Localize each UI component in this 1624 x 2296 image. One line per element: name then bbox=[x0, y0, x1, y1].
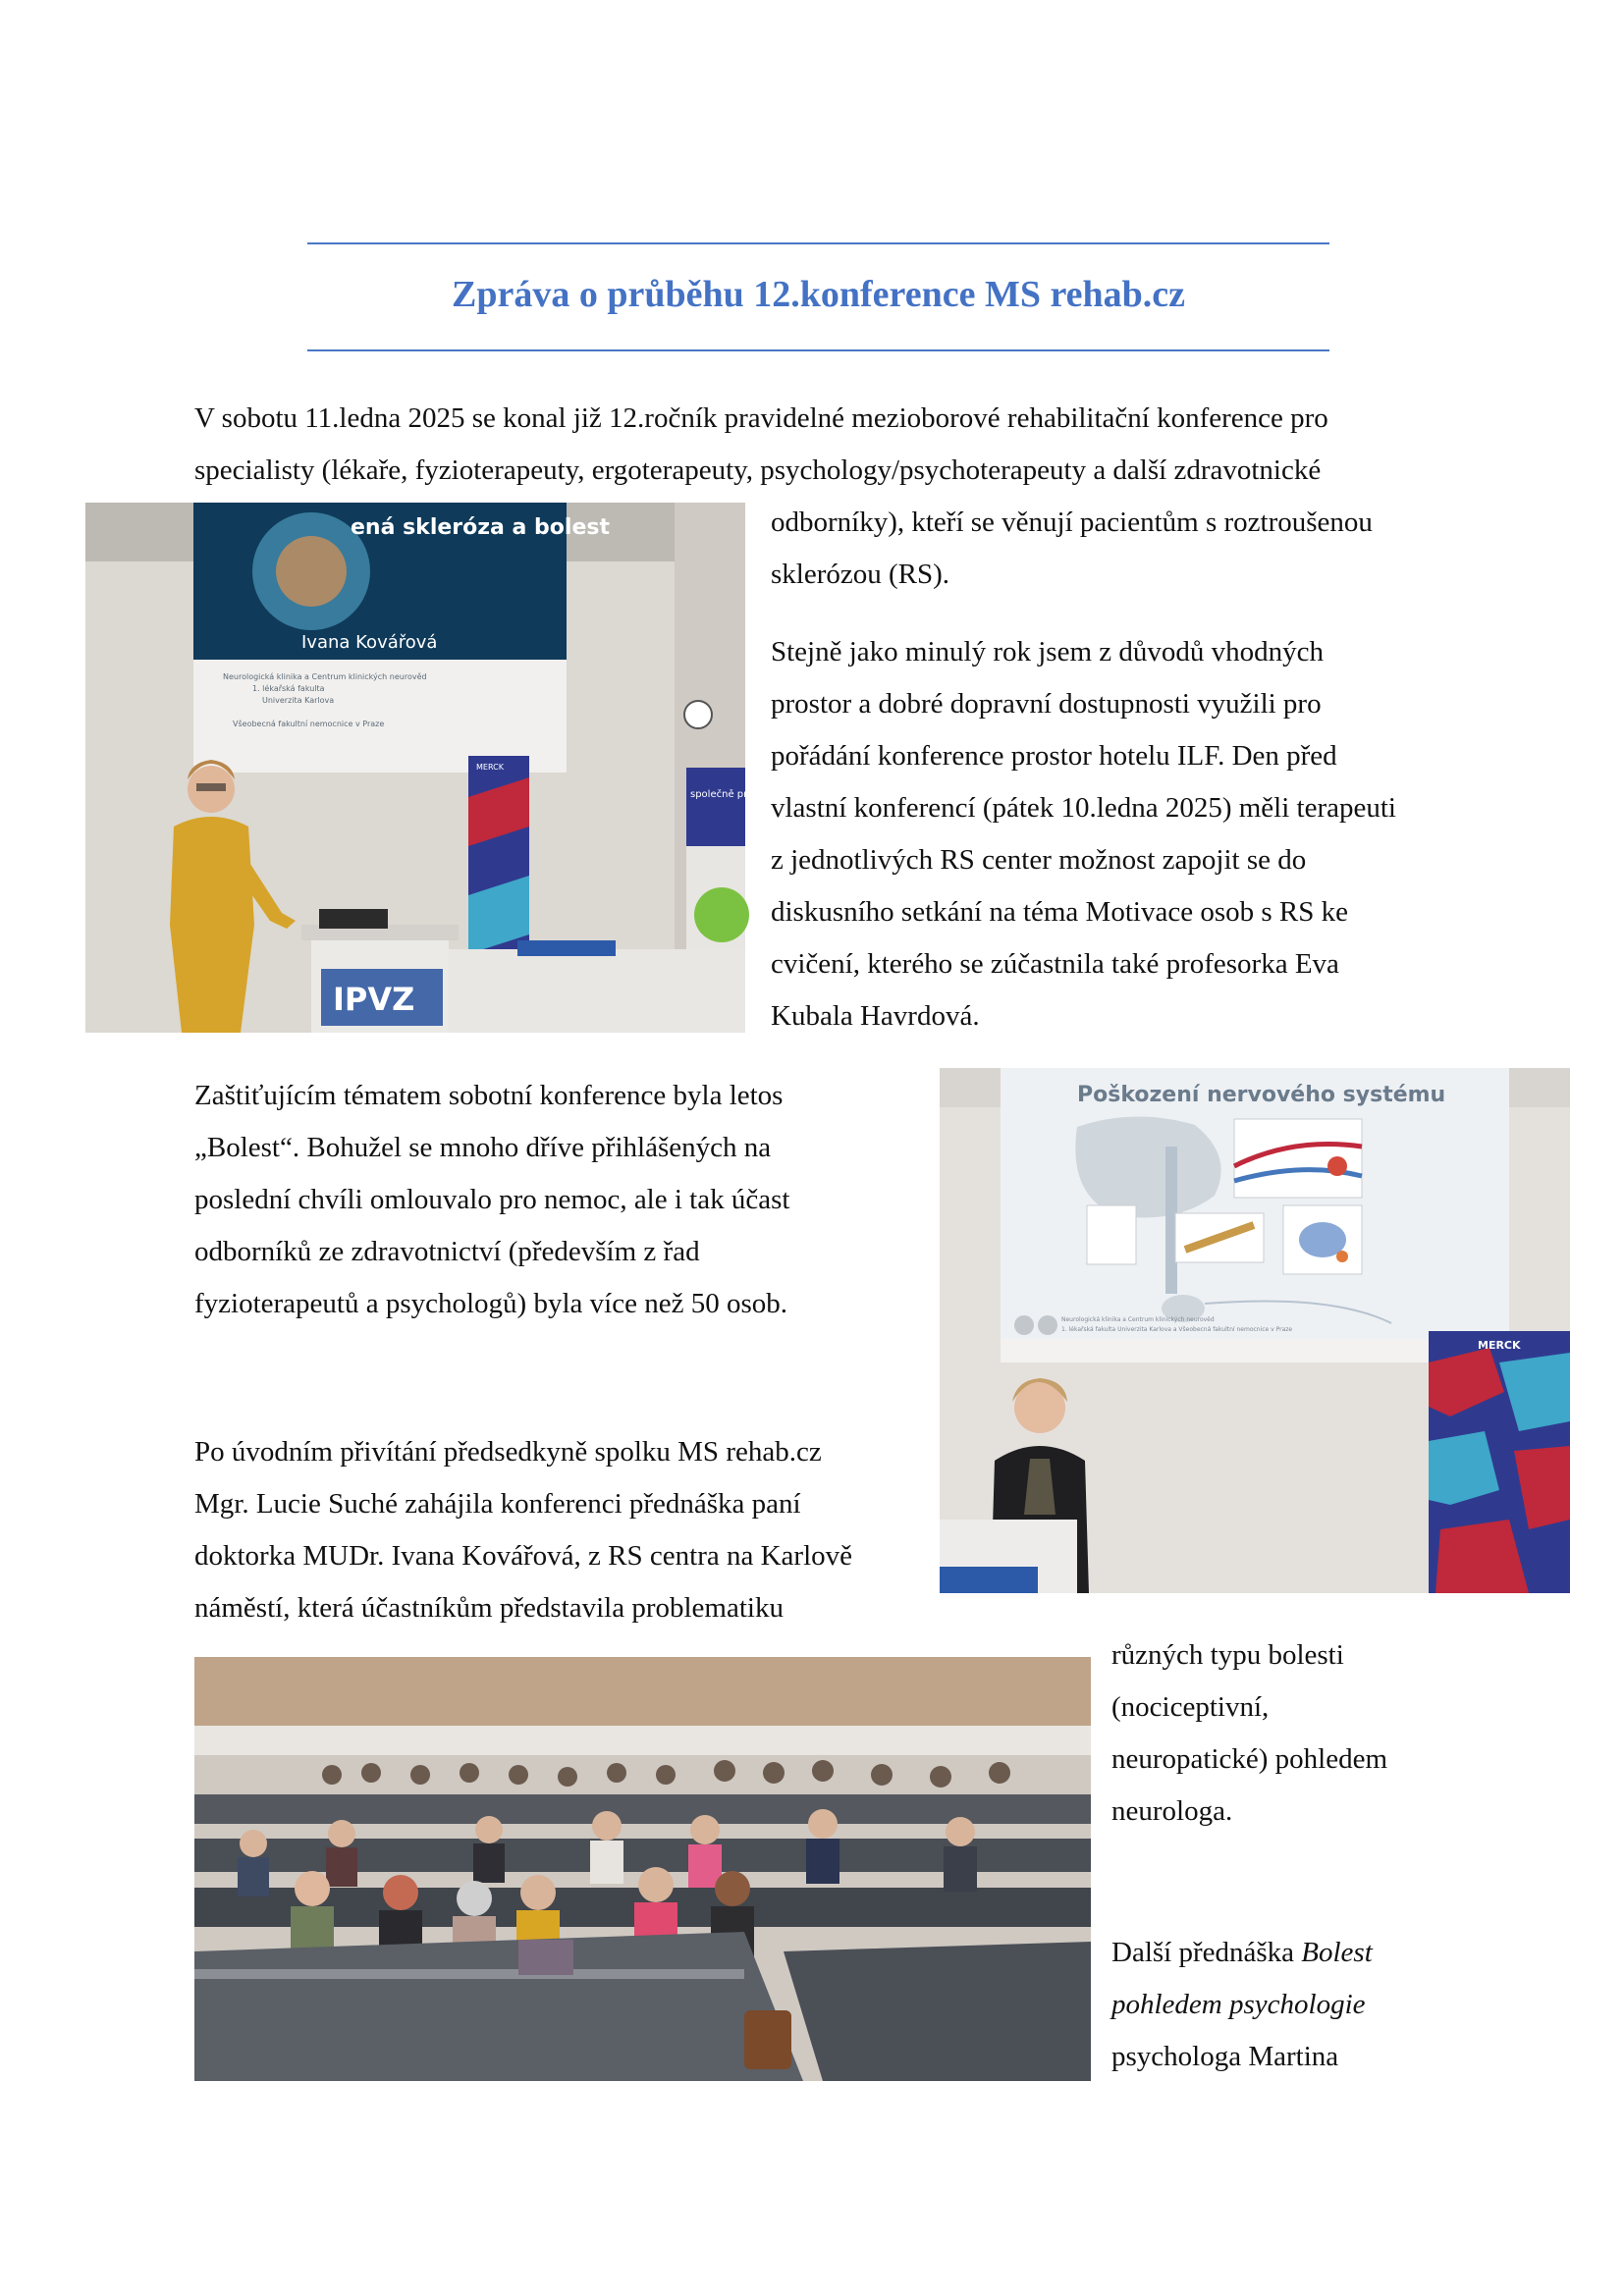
intro-paragraph bbox=[194, 393, 1328, 497]
venue-line-8: Kubala Havrdová. bbox=[771, 1000, 980, 1032]
pain-types-paragraph bbox=[1111, 1629, 1387, 1838]
theme-line-3: poslední chvíli omlouvalo pro nemoc, ale i tak účast bbox=[194, 1184, 790, 1215]
page-title: Zpráva o průběhu 12.konference MS rehab.cz bbox=[452, 274, 1185, 315]
intro-line-1: V sobotu 11.ledna 2025 se konal již 12.ročník pravidelné mezioborové rehabilitační konference pro bbox=[194, 402, 1328, 434]
venue-line-5: z jednotlivých RS center možnost zapojit se do bbox=[771, 844, 1307, 876]
theme-line-1: Zaštiťujícím tématem sobotní konference byla letos bbox=[194, 1080, 784, 1111]
photo-speaker-podium bbox=[85, 503, 760, 1033]
title-rule-bottom bbox=[307, 349, 1329, 351]
next-talk-line-1 bbox=[1111, 1927, 1373, 1979]
theme-paragraph bbox=[194, 1070, 789, 1330]
podium-label: IPVZ bbox=[333, 981, 415, 1018]
next-talk-title-2: pohledem psychologie bbox=[1111, 1989, 1366, 2020]
slide-affiliation-2: 1. lékařská fakulta bbox=[252, 684, 325, 693]
pain-line-1: různých typu bolesti bbox=[1111, 1639, 1344, 1671]
slide2-footer-2: 1. lékařská fakulta Univerzita Karlova a Všeobecná fakultní nemocnice v Praze bbox=[1061, 1326, 1293, 1333]
slide-speaker-name: Ivana Kovářová bbox=[301, 632, 438, 653]
slide-affiliation-3: Univerzita Karlova bbox=[262, 696, 335, 705]
intro-paragraph-cont bbox=[771, 497, 1373, 601]
next-talk-title-1: Bolest bbox=[1301, 1937, 1373, 1968]
next-talk-paragraph bbox=[1111, 1927, 1373, 2083]
photo-slide-nervous-system bbox=[940, 1068, 1570, 1593]
slide2-banner-label: MERCK bbox=[1478, 1339, 1521, 1352]
venue-line-3: pořádání konference prostor hotelu ILF. Den před bbox=[771, 740, 1337, 772]
theme-line-2: „Bolest“. Bohužel se mnoho dříve přihlášených na bbox=[194, 1132, 772, 1163]
slide2-title: Poškození nervového systému bbox=[1077, 1083, 1446, 1107]
venue-paragraph bbox=[771, 626, 1396, 1042]
opening-line-2: Mgr. Lucie Suché zahájila konferenci přednáška paní bbox=[194, 1488, 801, 1520]
venue-line-7: cvičení, kterého se zúčastnila také profesorka Eva bbox=[771, 948, 1339, 980]
opening-line-3: doktorka MUDr. Ivana Kovářová, z RS centra na Karlově bbox=[194, 1540, 853, 1572]
theme-line-4: odborníků ze zdravotnictví (především z řad bbox=[194, 1236, 700, 1267]
venue-line-2: prostor a dobré dopravní dostupnosti využili pro bbox=[771, 688, 1322, 720]
intro-line-4: sklerózou (RS). bbox=[771, 559, 950, 590]
venue-line-1: Stejně jako minulý rok jsem z důvodů vhodných bbox=[771, 636, 1325, 667]
slide-title-text: ená skleróza a bolest bbox=[351, 515, 610, 540]
theme-line-5: fyzioterapeutů a psychologů) byla více než 50 osob. bbox=[194, 1288, 787, 1319]
pain-line-3: neuropatické) pohledem bbox=[1111, 1743, 1388, 1775]
banner1-label: MERCK bbox=[476, 763, 504, 772]
title-rule-top bbox=[307, 242, 1329, 244]
photo-audience bbox=[194, 1657, 1091, 2081]
next-talk-speaker: psychologa Martina bbox=[1111, 2041, 1339, 2072]
next-talk-prefix: Další přednáška bbox=[1111, 1937, 1302, 1968]
opening-line-4: náměstí, která účastníkům představila problematiku bbox=[194, 1592, 784, 1624]
intro-line-3: odborníky), kteří se věnují pacientům s roztroušenou bbox=[771, 507, 1373, 538]
intro-line-2: specialisty (lékaře, fyzioterapeuty, ergoterapeuty, psychology/psychoterapeuty a další zdravotnické bbox=[194, 454, 1322, 486]
opening-line-1: Po úvodním přivítání předsedkyně spolku MS rehab.cz bbox=[194, 1436, 822, 1468]
pain-line-4: neurologa. bbox=[1111, 1795, 1233, 1827]
slide-affiliation-4: Všeobecná fakultní nemocnice v Praze bbox=[233, 720, 385, 728]
opening-paragraph bbox=[194, 1426, 852, 1634]
pain-line-2: (nociceptivní, bbox=[1111, 1691, 1270, 1723]
slide-affiliation-1: Neurologická klinika a Centrum klinických neurověd bbox=[223, 672, 427, 681]
venue-line-6: diskusního setkání na téma Motivace osob s RS ke bbox=[771, 896, 1348, 928]
slide2-footer-1: Neurologická klinika a Centrum klinických neurověd bbox=[1061, 1316, 1215, 1323]
banner2-label: společně proti bbox=[690, 789, 760, 800]
venue-line-4: vlastní konferencí (pátek 10.ledna 2025) měli terapeuti bbox=[771, 792, 1396, 824]
